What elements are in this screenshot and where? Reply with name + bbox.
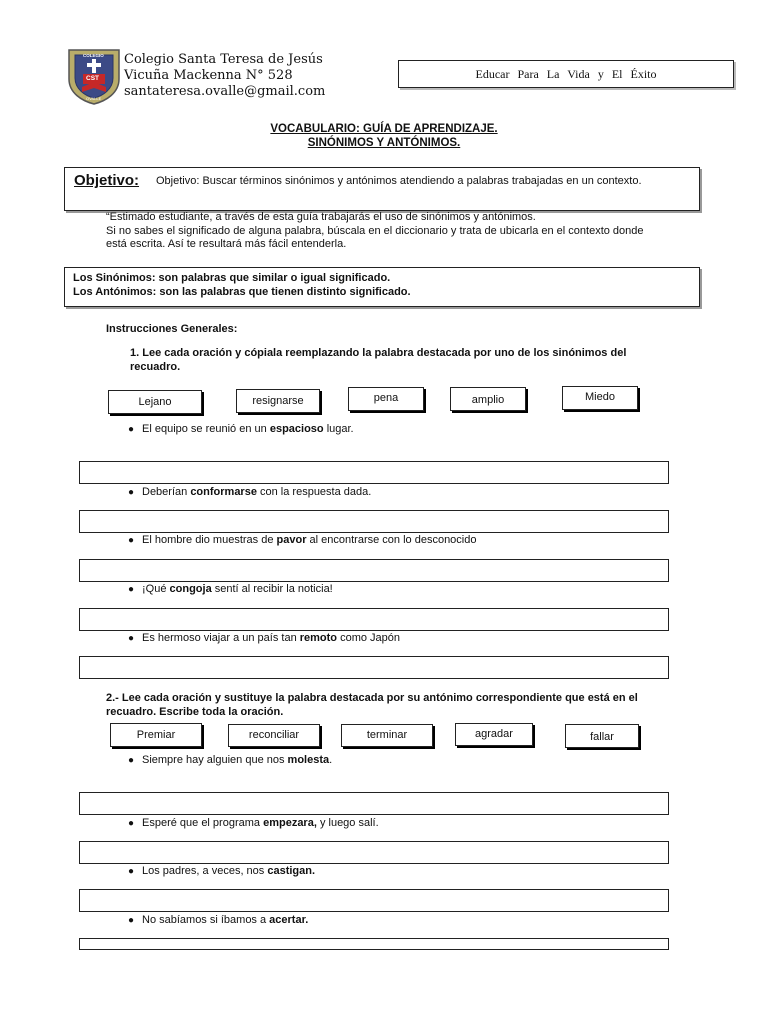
synonym-word-5: Miedo (562, 386, 638, 410)
motto-text: Educar Para La Vida y El Éxito (475, 67, 657, 81)
antonyms-definition: Los Antónimos: son las palabras que tienen distinto significado. (73, 285, 411, 298)
intro-line-2: Si no sabes el significado de alguna palabra, búscala en el diccionario y trata de ubicarla en el contexto donde está escrita. Así te resultará más fácil entenderla. (106, 224, 644, 250)
section1-instruction: 1. Lee cada oración y cópiala reemplazando la palabra destacada por uno de los sinónimos del recuadro. (130, 347, 627, 373)
synonym-word-3: pena (348, 387, 424, 411)
section2-sentence-3: ● Los padres, a veces, nos castigan. (128, 865, 316, 877)
antonym-word-4: agradar (455, 723, 533, 746)
section1-answer-field-1[interactable] (79, 461, 669, 484)
section2-answer-field-2[interactable] (79, 841, 669, 864)
section2-answer-field-3[interactable] (79, 889, 669, 912)
bullet-icon: ● (128, 755, 135, 766)
antonym-word-5: fallar (565, 724, 639, 748)
page-title: VOCABULARIO: GUÍA DE APRENDIZAJE. (270, 123, 498, 135)
synonyms-definition: Los Sinónimos: son palabras que similar o igual significado. (73, 272, 391, 284)
school-address: Vicuña Mackenna N° 528 (124, 68, 293, 83)
objective-label: Objetivo: (74, 172, 140, 189)
intro-text (106, 211, 646, 252)
intro-line-1: “Estimado estudiante, a través de esta guía trabajarás el uso de sinónimos y antónimos. (106, 211, 536, 223)
bullet-icon: ● (128, 584, 135, 595)
bullet-icon: ● (128, 866, 135, 877)
section1-answer-field-5[interactable] (79, 656, 669, 679)
bullet-icon: ● (128, 487, 135, 498)
section2-answer-field-4[interactable] (79, 938, 669, 950)
antonym-word-1: Premiar (110, 723, 202, 747)
section1-sentence-4: ● ¡Qué congoja sentí al recibir la noticia! (128, 583, 333, 595)
objective-box (64, 167, 700, 211)
section1-sentence-3: ● El hombre dio muestras de pavor al encontrarse con lo desconocido (128, 534, 477, 546)
bullet-icon: ● (128, 535, 135, 546)
section1-answer-field-2[interactable] (79, 510, 669, 533)
school-logo (66, 47, 122, 105)
objective-text: Objetivo: Buscar términos sinónimos y antónimos atendiendo a palabras trabajadas en un contexto. (156, 175, 642, 187)
section2-sentence-1: ● Siempre hay alguien que nos molesta. (128, 754, 333, 766)
antonym-word-3: terminar (341, 724, 433, 747)
bullet-icon: ● (128, 915, 135, 926)
page-subtitle: SINÓNIMOS Y ANTÓNIMOS. (307, 137, 461, 149)
logo-text-bottom: OVALLE (86, 96, 102, 101)
section1-answer-field-3[interactable] (79, 559, 669, 582)
antonym-word-2: reconciliar (228, 724, 320, 747)
synonym-word-4: amplio (450, 387, 526, 411)
synonym-word-2: resignarse (236, 389, 320, 413)
school-name: Colegio Santa Teresa de Jesús (124, 52, 323, 67)
logo-text-mid: CST (86, 75, 99, 82)
logo-text-top: COLEGIO (83, 53, 104, 58)
section2-answer-field-1[interactable] (79, 792, 669, 815)
bullet-icon: ● (128, 633, 135, 644)
section2-sentence-2: ● Esperé que el programa empezara, y luego salí. (128, 817, 379, 829)
section1-sentence-2: ● Deberían conformarse con la respuesta dada. (128, 486, 372, 498)
general-instructions-heading: Instrucciones Generales: (106, 323, 238, 335)
bullet-icon: ● (128, 818, 135, 829)
synonym-word-1: Lejano (108, 390, 202, 414)
school-info (124, 52, 325, 100)
school-email: santateresa.ovalle@gmail.com (124, 84, 326, 99)
section2-sentence-4: ● No sabíamos si íbamos a acertar. (128, 914, 309, 926)
definitions-box (64, 267, 700, 307)
section1-answer-field-4[interactable] (79, 608, 669, 631)
section1-sentence-5: ● Es hermoso viajar a un país tan remoto como Japón (128, 632, 401, 644)
motto-scroll (398, 60, 734, 88)
section1-sentence-1: ● El equipo se reunió en un espacioso lugar. (128, 423, 354, 435)
bullet-icon: ● (128, 424, 135, 435)
section2-instruction: 2.- Lee cada oración y sustituye la palabra destacada por su antónimo correspondiente que está en el recuadro. Escribe toda la oración. (106, 692, 638, 718)
